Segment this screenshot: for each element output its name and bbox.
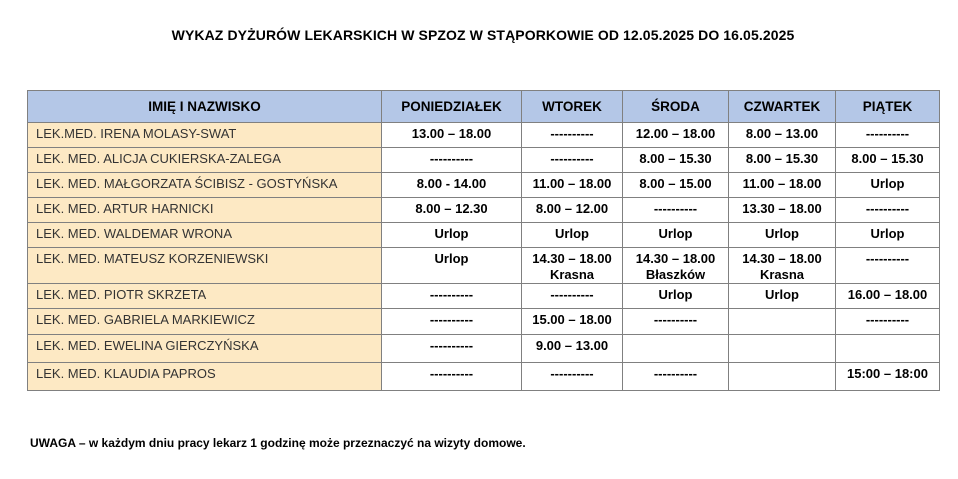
table-row (28, 284, 940, 309)
schedule-cell-text: ---------- (865, 126, 910, 141)
header-friday: PIĄTEK (836, 91, 940, 123)
schedule-cell-text: ---------- (653, 366, 698, 381)
schedule-cell-text: Urlop (870, 176, 905, 191)
schedule-cell-wednesday (623, 173, 729, 198)
schedule-cell-friday (836, 248, 940, 284)
schedule-cell-monday (382, 248, 522, 284)
schedule-cell-text: 8.00 – 12.30 (415, 201, 488, 216)
schedule-cell-monday (382, 335, 522, 363)
table-header-row (28, 91, 940, 123)
schedule-cell-text: Urlop (765, 226, 799, 241)
schedule-cell-text: ---------- (429, 312, 474, 327)
schedule-cell-wednesday (623, 248, 729, 284)
schedule-cell-thursday (729, 363, 836, 391)
schedule-cell-tuesday (522, 223, 623, 248)
schedule-cell-text: ---------- (865, 312, 910, 327)
doctor-name: LEK. MED. KLAUDIA PAPROS (28, 363, 382, 391)
schedule-cell-friday (836, 123, 940, 148)
schedule-cell-monday (382, 148, 522, 173)
schedule-cell-tuesday (522, 173, 623, 198)
schedule-cell-text: ---------- (653, 312, 698, 327)
schedule-cell-tuesday (522, 148, 623, 173)
schedule-cell-text: ---------- (429, 151, 474, 166)
header-monday: PONIEDZIAŁEK (382, 91, 522, 123)
schedule-cell-wednesday (623, 223, 729, 248)
schedule-cell-text: 13.00 – 18.00 (411, 126, 492, 141)
doctor-name: LEK. MED. WALDEMAR WRONA (28, 223, 382, 248)
schedule-cell-friday (836, 335, 940, 363)
schedule-cell-text: ---------- (550, 126, 594, 141)
schedule-cell-friday (836, 309, 940, 335)
schedule-cell-thursday (729, 198, 836, 223)
schedule-cell-tuesday (522, 309, 623, 335)
schedule-cell-text: 14.30 – 18.00 (532, 251, 612, 266)
schedule-cell-text: Urlop (870, 226, 905, 241)
table-row (28, 173, 940, 198)
table-row (28, 335, 940, 363)
header-thursday: CZWARTEK (729, 91, 836, 123)
schedule-cell-text: 9.00 – 13.00 (535, 338, 609, 353)
schedule-cell-thursday (729, 335, 836, 363)
schedule-cell-thursday (729, 148, 836, 173)
schedule-cell-text: ---------- (429, 366, 474, 381)
schedule-cell-thursday (729, 123, 836, 148)
schedule-cell-wednesday (623, 284, 729, 309)
schedule-cell-text: ---------- (429, 338, 474, 353)
doctor-name: LEK. MED. PIOTR SKRZETA (28, 284, 382, 309)
doctor-name: LEK. MED. MATEUSZ KORZENIEWSKI (28, 248, 382, 284)
schedule-cell-text: 16.00 – 18.00 (847, 287, 928, 302)
schedule-cell-wednesday (623, 363, 729, 391)
schedule-cell-text: ---------- (550, 287, 594, 302)
schedule-cell-text: ---------- (550, 366, 594, 381)
schedule-cell-wednesday (623, 335, 729, 363)
schedule-cell-text: 8.00 – 15.00 (639, 176, 712, 191)
schedule-cell-text: Urlop (434, 226, 469, 241)
doctor-name: LEK.MED. IRENA MOLASY-SWAT (28, 123, 382, 148)
schedule-cell-friday (836, 198, 940, 223)
schedule-cell-text: 14.30 – 18.00 (742, 251, 822, 266)
schedule-cell-text: ---------- (429, 287, 474, 302)
table-row (28, 198, 940, 223)
doctor-name: LEK. MED. GABRIELA MARKIEWICZ (28, 309, 382, 335)
schedule-cell-text: ---------- (865, 251, 910, 266)
schedule-cell-wednesday (623, 198, 729, 223)
schedule-cell-text: 11.00 – 18.00 (742, 176, 822, 191)
schedule-cell-monday (382, 284, 522, 309)
schedule-cell-text: ---------- (865, 201, 910, 216)
schedule-cell-text: 11.00 – 18.00 (532, 176, 612, 191)
schedule-cell-text: Błaszków (645, 267, 706, 282)
schedule-cell-text: Urlop (658, 287, 693, 302)
schedule-cell-tuesday (522, 123, 623, 148)
schedule-cell-text: 15.00 – 18.00 (532, 312, 612, 327)
schedule-cell-thursday (729, 284, 836, 309)
schedule-cell-monday (382, 198, 522, 223)
table-row (28, 248, 940, 284)
table-row (28, 223, 940, 248)
header-name: IMIĘ I NAZWISKO (28, 91, 382, 123)
schedule-cell-text: 8.00 – 13.00 (745, 126, 819, 141)
schedule-cell-tuesday (522, 284, 623, 309)
note-text: UWAGA – w każdym dniu pracy lekarz 1 godzinę może przeznaczyć na wizyty domowe. (30, 436, 526, 450)
schedule-cell-friday (836, 148, 940, 173)
schedule-cell-monday (382, 223, 522, 248)
duty-schedule-table (27, 90, 940, 391)
schedule-cell-friday (836, 363, 940, 391)
schedule-cell-text: Urlop (555, 226, 589, 241)
doctor-name: LEK. MED. EWELINA GIERCZYŃSKA (28, 335, 382, 363)
schedule-cell-text: 8.00 - 14.00 (416, 176, 487, 191)
schedule-cell-text: Krasna (759, 267, 805, 282)
schedule-cell-monday (382, 363, 522, 391)
schedule-cell-text: 8.00 – 15.30 (639, 151, 712, 166)
schedule-cell-text: 14.30 – 18.00 (635, 251, 716, 266)
schedule-cell-friday (836, 284, 940, 309)
schedule-cell-monday (382, 173, 522, 198)
schedule-cell-text: ---------- (653, 201, 698, 216)
table-row (28, 123, 940, 148)
table-row (28, 148, 940, 173)
schedule-cell-wednesday (623, 148, 729, 173)
schedule-cell-wednesday (623, 123, 729, 148)
schedule-cell-text: Urlop (765, 287, 799, 302)
schedule-cell-monday (382, 309, 522, 335)
schedule-cell-tuesday (522, 363, 623, 391)
schedule-cell-text: 13.30 – 18.00 (742, 201, 822, 216)
schedule-cell-tuesday (522, 335, 623, 363)
doctor-name: LEK. MED. ALICJA CUKIERSKA-ZALEGA (28, 148, 382, 173)
schedule-cell-thursday (729, 223, 836, 248)
schedule-cell-text: 15:00 – 18:00 (847, 366, 928, 381)
schedule-cell-friday (836, 173, 940, 198)
schedule-cell-thursday (729, 248, 836, 284)
schedule-cell-text: ---------- (550, 151, 594, 166)
schedule-cell-text: 8.00 – 15.30 (745, 151, 819, 166)
header-wednesday: ŚRODA (623, 91, 729, 123)
table-row (28, 363, 940, 391)
doctor-name: LEK. MED. MAŁGORZATA ŚCIBISZ - GOSTYŃSKA (28, 173, 382, 198)
schedule-cell-text: Krasna (549, 267, 595, 282)
header-tuesday: WTOREK (522, 91, 623, 123)
schedule-cell-thursday (729, 309, 836, 335)
schedule-cell-thursday (729, 173, 836, 198)
doctor-name: LEK. MED. ARTUR HARNICKI (28, 198, 382, 223)
schedule-cell-text: Urlop (434, 251, 469, 266)
schedule-cell-text: Urlop (658, 226, 693, 241)
table-row (28, 309, 940, 335)
schedule-cell-tuesday (522, 198, 623, 223)
schedule-cell-text: 8.00 – 15.30 (851, 151, 924, 166)
page-title: WYKAZ DYŻURÓW LEKARSKICH W SPZOZ W STĄPORKOWIE OD 12.05.2025 DO 16.05.2025 (171, 27, 795, 43)
schedule-cell-tuesday (522, 248, 623, 284)
schedule-cell-text: 8.00 – 12.00 (535, 201, 609, 216)
schedule-cell-monday (382, 123, 522, 148)
schedule-cell-friday (836, 223, 940, 248)
schedule-cell-wednesday (623, 309, 729, 335)
schedule-cell-text: 12.00 – 18.00 (635, 126, 716, 141)
